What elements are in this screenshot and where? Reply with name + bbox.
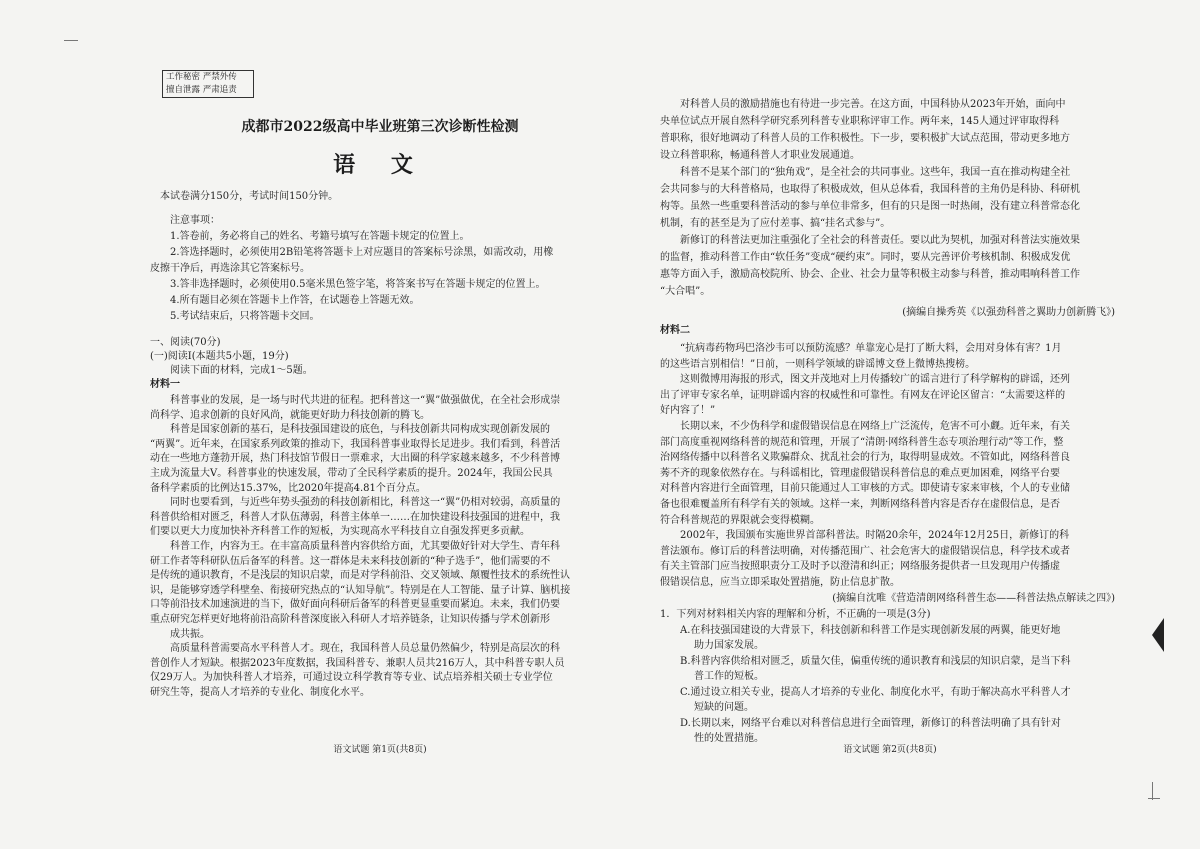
body-line: 研工作者等科研队伍后备军的科普。这一群体是未来科技创新的“种子选手”，他们需要的不 [150, 555, 551, 567]
left-page [150, 0, 610, 849]
answer-option: A.在科技强国建设的大背景下，科技创新和科普工作是实现创新发展的两翼，能更好地 [680, 624, 1061, 636]
answer-option: 普工作的短板。 [694, 671, 764, 683]
crop-mark [1148, 798, 1160, 799]
body-line: 2002年，我国颁布实施世界首部科普法。时隔20余年，2024年12月25日，新修订的科 [680, 530, 1070, 542]
instruction: 阅读下面的材料，完成1～5题。 [170, 365, 313, 376]
body-line: 长期以来，不少伪科学和虚假错误信息在网络上广泛流传，危害不可小觑。近年来，有关 [680, 421, 1070, 432]
answer-option: 助力国家发展。 [694, 640, 764, 652]
subsection-title: (一)阅读Ⅰ(本题共5小题，19分) [150, 351, 289, 362]
body-line: 央单位试点开展自然科学研究系列科普专业职称评审工作。两年来，145人通过评审取得科 [660, 116, 1060, 127]
page-footer: 语文试题 第1页(共8页) [333, 745, 427, 755]
body-line: 识，是能够穿透学科壁垒、衔接研究热点的“认知导航”。特别是在人工智能、量子计算、脑机接 [150, 584, 571, 596]
body-line: 好内容了！” [660, 405, 716, 417]
notes-title: 注意事项： [170, 215, 220, 226]
body-line: 备科学素质的比例达15.37%，比2020年提高4.81个百分点。 [150, 482, 426, 494]
body-line: 口等前沿技术加速演进的当下，做好面向科研后备军的科普更显重要而紧迫。未来，我们仍要 [150, 599, 560, 611]
body-line: 科普工作，内容为王。在丰富高质量科普内容供给方面，尤其要做好针对大学生、青年科 [170, 541, 560, 552]
answer-option: 性的处置措施。 [694, 733, 764, 745]
body-line: 科普是国家创新的基石，是科技强国建设的底色，与科技创新共同构成实现创新发展的 [170, 424, 550, 436]
body-line: 主成为流量大V。科普事业的快速发展，带动了全民科学素质的提升。2024年，我国公民具 [150, 468, 553, 479]
answer-option: B.科普内容供给相对匮乏，质量欠佳，偏重传统的通识教育和浅层的知识启蒙，是当下科 [680, 655, 1071, 667]
body-line: 高质量科普需要高水平科普人才。现在，我国科普人员总量仍然偏少，特别是高层次的科 [170, 643, 560, 655]
note-item: 皮擦干净后，再选涂其它答案标号。 [150, 263, 310, 274]
note-item: 3.答非选择题时，必须使用0.5毫米黑色签字笔，将答案书写在答题卡规定的位置上。 [170, 279, 546, 290]
body-line: 设立科普职称，畅通科普人才职业发展通道。 [660, 150, 860, 161]
body-line: “抗病毒药物玛巴洛沙韦可以预防流感？单靠宠心是打了断大料，会用对身体有害？1月 [680, 343, 1062, 354]
body-line: 治网络传播中以科普名义欺骗群众、扰乱社会的行为，取得明显成效。不管如此，网络科普良 [660, 452, 1070, 464]
answer-option: 短缺的问题。 [694, 702, 754, 714]
body-line: 普职称，很好地调动了科普人员的工作积极性。下一步，要积极扩大试点范围，带动更多地方 [660, 133, 1070, 144]
body-line: 对科普内容进行全面管理，目前只能通过人工审核的方式。即使请专家来审核，个人的专业储 [660, 483, 1070, 495]
body-line: 莠不齐的现象依然存在。与科谣相比，管理虚假错误科普信息的难点更加困难，网络平台要 [660, 467, 1060, 479]
page-footer: 语文试题 第2页(共8页) [843, 745, 937, 755]
body-line: 机制，有的甚至是为了应付差事、搞“挂名式参与”。 [660, 218, 891, 229]
stamp-line-1: 工作秘密 严禁外传 [166, 72, 237, 82]
page-tab-arrow-icon[interactable] [1152, 618, 1164, 652]
note-item: 2.答选择题时，必须使用2B铅笔将答题卡上对应题目的答案标号涂黑，如需改动，用橡 [170, 247, 554, 258]
body-line: 的这些语言别相信！”日前，一则科学领域的辟谣博文登上微博热搜榜。 [660, 358, 976, 370]
body-line: 动在一些地方蓬勃开展，热门科技馆节假日一票难求，大出圈的科学家越来越多，不少科普博 [150, 453, 560, 465]
note-item: 1.答卷前，务必将自己的姓名、考籍号填写在答题卡规定的位置上。 [170, 231, 470, 242]
body-line: “两翼”。近年来，在国家系列政策的推动下，我国科普事业取得长足进步。我们看到，科普活 [150, 438, 561, 450]
body-line: 会共同参与的大科普格局，也取得了积极成效，但从总体看，我国科普的主角仍是科协、科研机 [660, 184, 1080, 195]
body-line: 备也很难覆盖所有科学有关的领域。这样一来，判断网络科普内容是否存在虚假信息，是否 [660, 499, 1060, 510]
question-stem: 1．下列对材料相关内容的理解和分析，不正确的一项是(3分) [660, 608, 931, 620]
crop-mark [64, 40, 78, 41]
body-line: 研究生等，提高人才培养的专业化、制度化水平。 [150, 687, 370, 698]
body-line: 科普供给相对匮乏，科普人才队伍薄弱，科普主体单一……在加快建设科技强国的进程中，我 [150, 511, 560, 523]
material-label: 材料二 [660, 325, 690, 336]
body-line: 的监督，推动科普工作由“软任务”变成“硬约束”。同时，要从完善评价考核机制、积极成发优 [660, 252, 1071, 263]
body-line: 普法颁布。修订后的科普法明确，对传播范围广、社会危害大的虚假错误信息，科学技术或者 [660, 545, 1070, 557]
body-line: “大合唱”。 [660, 286, 711, 297]
body-line: 符合科普规范的界限就会变得模糊。 [660, 514, 820, 526]
body-line: 尚科学、追求创新的良好风尚，就能更好助力科技创新的腾飞。 [150, 409, 430, 421]
body-line: 有关主管部门应当按照职责分工及时予以澄清和纠正；网络服务提供者一旦发现用户传播虚 [660, 561, 1060, 573]
body-line: 这则微博用海报的形式，图文并茂地对上月传播较广的谣言进行了科学解构的辟谣，还列 [680, 374, 1070, 386]
confidential-stamp [162, 70, 254, 98]
material-label: 材料一 [150, 379, 180, 390]
answer-option: D.长期以来，网络平台难以对科普信息进行全面管理，新修订的科普法明确了具有针对 [680, 717, 1061, 729]
body-line: 部门高度重视网络科普的规范和管理，开展了“清朗·网络科普生态专项治理行动”等工作，整 [660, 436, 1064, 448]
body-line: 普创作人才短缺。根据2023年度数据，我国科普专、兼职人员共216万人，其中科普专职人员 [150, 657, 565, 669]
answer-option: C.通过设立相关专业，提高人才培养的专业化、制度化水平，有助于解决高水平科普人才 [680, 686, 1071, 698]
body-line: 们要以更大力度加快补齐科普工作的短板，为实现高水平科技自立自强发挥更多贡献。 [150, 526, 530, 538]
body-line: 成共振。 [170, 628, 210, 640]
note-item: 5.考试结束后，只将答题卡交回。 [170, 311, 320, 322]
section-title: 一、阅读(70分) [150, 337, 221, 348]
body-line: 新修订的科普法更加注重强化了全社会的科普责任。要以此为契机，加强对科普法实施效果 [680, 235, 1080, 246]
body-line: 重点研究怎样更好地将前沿高阶科普深度嵌入科研人才培养链条，让知识传播与学术创新形 [150, 614, 550, 625]
subject-title: 语 文 [333, 152, 427, 178]
body-line: 仅29万人。为加快科普人才培养，可通过设立科学教育等专业、试点培养相关硕士专业学位 [150, 672, 553, 684]
stamp-line-2: 擅自泄露 严肃追责 [166, 85, 237, 95]
body-line: 假错误信息，应当立即采取处置措施，防止信息扩散。 [660, 577, 900, 588]
body-line: 科普不是某个部门的“独角戏”，是全社会的共同事业。这些年，我国一直在推动构建全社 [680, 167, 1071, 178]
body-line: 惠等方面入手，激励高校院所、协会、企业、社会力量等积极主动参与科普，推动唱响科普工作 [660, 269, 1080, 280]
source-citation: (摘编自沈唯《营造清朗网络科普生态——科普法热点解读之四》) [832, 592, 1115, 604]
body-line: 科普事业的发展，是一场与时代共进的征程。把科普这一“翼”做强做优，在全社会形成崇 [170, 395, 561, 406]
body-line: 对科普人员的激励措施也有待进一步完善。在这方面，中国科协从2023年开始，面向中 [680, 99, 1066, 110]
notice-header: 本试卷满分150分，考试时间150分钟。 [160, 191, 339, 202]
exam-title: 成都市2022级高中毕业班第三次诊断性检测 [241, 119, 519, 135]
body-line: 出了评审专家名单，证明辟谣内容的权威性和可靠性。有网友在评论区留言：“太需要这样的 [660, 389, 1066, 401]
body-line: 是传统的通识教育，不是浅层的知识启蒙，而是对学科前沿、交叉领域、颠覆性技术的系统性认 [150, 570, 570, 582]
right-page [660, 0, 1115, 849]
body-line: 同时也要看到，与近些年势头强劲的科技创新相比，科普这一“翼”仍相对较弱，高质量的 [170, 497, 561, 509]
note-item: 4.所有题目必须在答题卡上作答，在试题卷上答题无效。 [170, 295, 420, 306]
body-line: 构等。虽然一些重要科普活动的参与单位非常多，但有的只是图一时热闹，没有建立科普常态化 [660, 201, 1080, 212]
source-citation: (摘编自操秀英《以强劲科普之翼助力创新腾飞》) [902, 307, 1115, 318]
